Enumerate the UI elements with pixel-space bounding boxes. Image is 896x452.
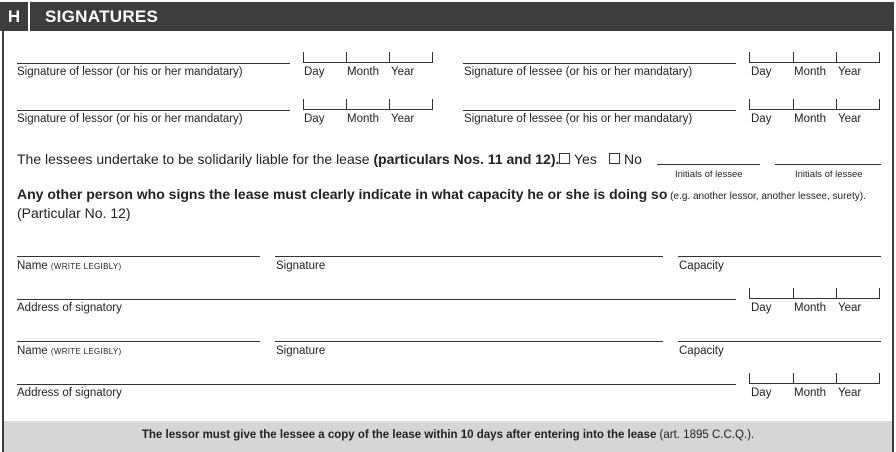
no-label: No <box>624 151 642 167</box>
day-label: Day <box>304 66 325 78</box>
solidarity-text: The lessees undertake to be solidarily liable for the lease <box>17 151 374 167</box>
address-label-1: Address of signatory <box>17 302 122 314</box>
initials-lessee-label-1: Initials of lessee <box>675 169 743 180</box>
day-label: Day <box>751 66 772 78</box>
section-letter: H <box>0 2 30 31</box>
particular-12: (Particular No. 12) <box>17 205 131 221</box>
month-label: Month <box>794 113 826 125</box>
month-label: Month <box>794 302 826 314</box>
capacity-line-1[interactable] <box>678 256 881 257</box>
lessor-signature-line-2[interactable] <box>17 110 290 111</box>
year-label: Year <box>838 387 862 399</box>
name-label-2 <box>17 345 121 357</box>
capacity-line-2[interactable] <box>678 341 881 342</box>
no-checkbox[interactable] <box>609 153 620 164</box>
address-label-2: Address of signatory <box>17 387 122 399</box>
lessee-signature-label-2: Signature of lessee (or his or her mandatary) <box>464 113 693 125</box>
year-label: Year <box>838 302 862 314</box>
lessor-signature-line-1[interactable] <box>17 63 290 64</box>
lessee-signature-label-1: Signature of lessee (or his or her mandatary) <box>464 66 693 78</box>
month-label: Month <box>347 66 379 78</box>
signature-line-1[interactable] <box>275 256 663 257</box>
lessor-signature-label-1: Signature of lessor (or his or her mandatary) <box>17 66 243 78</box>
month-label: Month <box>347 113 379 125</box>
capacity-label-1: Capacity <box>679 260 724 272</box>
month-label: Month <box>794 66 826 78</box>
name-text: Name <box>17 345 48 357</box>
yes-label: Yes <box>574 151 597 167</box>
signature-line-2[interactable] <box>275 341 663 342</box>
section-title: SIGNATURES <box>45 7 159 26</box>
section-header <box>0 2 894 31</box>
footer-notice <box>4 421 892 452</box>
year-label: Year <box>391 113 415 125</box>
initials-lessee-line-1[interactable] <box>657 164 760 165</box>
year-label: Year <box>838 113 862 125</box>
footer-bold: The lessor must give the lessee a copy of the lease within 10 days after entering into the lease <box>141 429 657 441</box>
day-label: Day <box>751 113 772 125</box>
initials-lessee-label-2: Initials of lessee <box>795 169 863 180</box>
yes-checkbox[interactable] <box>559 153 570 164</box>
day-label: Day <box>751 302 772 314</box>
footer-text <box>4 429 892 441</box>
month-label: Month <box>794 387 826 399</box>
capacity-label-2: Capacity <box>679 345 724 357</box>
write-legibly-text: (WRITE LEGIBLY) <box>50 347 122 356</box>
other-person-bold: Any other person who signs the lease must clearly indicate in what capacity he or she is doing so <box>17 186 668 202</box>
name-line-1[interactable] <box>17 256 260 257</box>
other-person-statement <box>17 186 866 202</box>
name-line-2[interactable] <box>17 341 260 342</box>
day-label: Day <box>304 113 325 125</box>
year-label: Year <box>391 66 415 78</box>
year-label: Year <box>838 66 862 78</box>
lessor-signature-label-2: Signature of lessor (or his or her mandatary) <box>17 113 243 125</box>
solidarity-statement <box>17 151 559 167</box>
name-text: Name <box>17 260 48 272</box>
signature-label-2: Signature <box>276 345 326 357</box>
solidarity-particulars: (particulars Nos. 11 and 12). <box>373 151 560 167</box>
footer-article: (art. 1895 C.C.Q.). <box>656 429 755 441</box>
initials-lessee-line-2[interactable] <box>775 164 881 165</box>
signature-label-1: Signature <box>276 260 326 272</box>
address-line-1[interactable] <box>17 299 736 300</box>
write-legibly-text: (WRITE LEGIBLY) <box>50 262 122 271</box>
lessee-signature-line-1[interactable] <box>463 63 736 64</box>
lessee-signature-line-2[interactable] <box>463 110 736 111</box>
other-person-examples: (e.g. another lessor, another lessee, surety). <box>667 191 866 202</box>
right-border <box>892 31 894 452</box>
left-border <box>2 31 4 452</box>
name-label-1 <box>17 260 121 272</box>
day-label: Day <box>751 387 772 399</box>
address-line-2[interactable] <box>17 384 736 385</box>
